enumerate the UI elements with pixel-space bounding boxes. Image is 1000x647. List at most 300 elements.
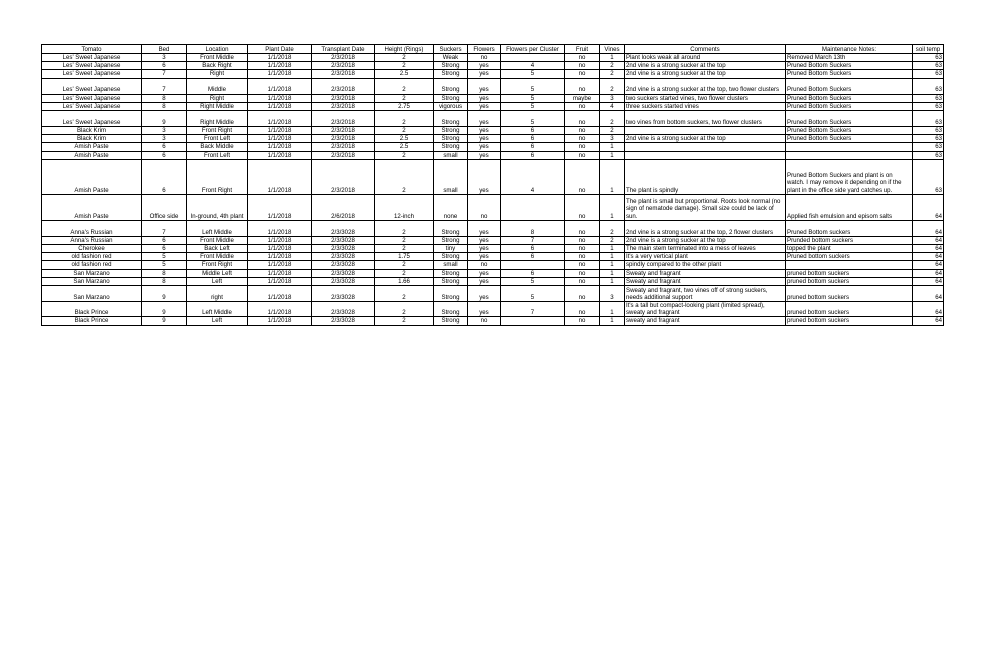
cell-flowers: yes [468,253,501,261]
cell-comments: three suckers started vines [625,102,786,110]
cell-tomato: Black Krim [42,135,142,143]
cell-transplant-date: 2/3/2018 [312,102,375,110]
table-row [42,245,944,253]
cell-vines: 2 [600,220,625,236]
cell-tomato: Amish Paste [42,194,142,220]
cell-tomato: Anna's Russian [42,220,142,236]
cell-soil-temp: 63 [913,151,944,159]
cell-tomato: Black Prince [42,317,142,325]
cell-height: 2 [375,317,434,325]
cell-location: Left [187,277,248,285]
cell-maintenance-notes: Pruned Bottom Suckers [786,127,913,135]
cell-location: Left Middle [187,220,248,236]
cell-soil-temp: 64 [913,220,944,236]
cell-fruit: no [565,302,600,317]
cell-flowers-per-cluster [501,194,565,220]
cell-flowers: yes [468,220,501,236]
cell-fruit: no [565,277,600,285]
cell-comments: 2nd vine is a strong sucker at the top, two flower clusters [625,78,786,94]
column-header-maintenance-notes: Maintenance Notes: [786,45,913,54]
cell-bed: 8 [142,277,187,285]
cell-height: 2 [375,245,434,253]
cell-flowers-per-cluster: 5 [501,94,565,102]
cell-vines: 2 [600,236,625,244]
cell-maintenance-notes: Pruned bottom suckers [786,253,913,261]
cell-vines: 1 [600,302,625,317]
cell-tomato: Cherokee [42,245,142,253]
cell-transplant-date: 2/3/3028 [312,236,375,244]
cell-height: 2.5 [375,143,434,151]
cell-location: Right Middle [187,102,248,110]
cell-flowers: yes [468,143,501,151]
cell-soil-temp: 64 [913,317,944,325]
cell-vines: 1 [600,245,625,253]
table-row [42,194,944,220]
cell-fruit: no [565,194,600,220]
cell-suckers: Strong [434,286,468,302]
cell-soil-temp: 63 [913,111,944,127]
cell-vines: 1 [600,143,625,151]
cell-bed: 9 [142,111,187,127]
cell-flowers-per-cluster: 5 [501,277,565,285]
cell-comments: Sweaty and fragrant [625,269,786,277]
cell-suckers: Strong [434,269,468,277]
cell-vines: 1 [600,317,625,325]
cell-location: Front Left [187,135,248,143]
column-header-transplant-date: Transplant Date [312,45,375,54]
cell-comments: It's a tall but compact-looking plant (limited spread), sweaty and fragrant [625,302,786,317]
cell-fruit: no [565,102,600,110]
cell-plant-date: 1/1/2018 [248,159,312,194]
cell-comments: The plant is small but proportional. Roots look normal (no sign of nematode damage). Small size could be lack of sun. [625,194,786,220]
cell-vines: 2 [600,78,625,94]
cell-bed: 8 [142,94,187,102]
cell-flowers: yes [468,277,501,285]
column-header-tomato: Tomato [42,45,142,54]
cell-fruit: no [565,317,600,325]
cell-bed: 7 [142,70,187,78]
cell-tomato: Les' Sweet Japanese [42,62,142,70]
cell-soil-temp: 63 [913,94,944,102]
cell-suckers: small [434,261,468,269]
cell-soil-temp: 63 [913,102,944,110]
column-header-flowers: Flowers [468,45,501,54]
cell-comments [625,151,786,159]
cell-fruit: no [565,245,600,253]
table-row [42,102,944,110]
table-row [42,127,944,135]
cell-comments: It's a very vertical plant [625,253,786,261]
cell-bed: 6 [142,236,187,244]
cell-height: 12-inch [375,194,434,220]
cell-comments: 2nd vine is a strong sucker at the top [625,236,786,244]
cell-tomato: San Marzano [42,269,142,277]
cell-tomato: Amish Paste [42,159,142,194]
cell-maintenance-notes: Pruned Bottom Suckers [786,70,913,78]
table-row [42,277,944,285]
cell-plant-date: 1/1/2018 [248,70,312,78]
cell-location: Left [187,317,248,325]
cell-transplant-date: 2/3/3028 [312,302,375,317]
cell-height: 1.66 [375,277,434,285]
cell-flowers: yes [468,78,501,94]
cell-flowers-per-cluster: 6 [501,151,565,159]
cell-flowers: yes [468,102,501,110]
cell-vines: 1 [600,151,625,159]
table-row [42,94,944,102]
cell-maintenance-notes: Applied fish emulsion and episom salts [786,194,913,220]
table-row [42,159,944,194]
cell-bed: 3 [142,127,187,135]
cell-flowers-per-cluster: 4 [501,159,565,194]
cell-bed: 3 [142,54,187,62]
cell-plant-date: 1/1/2018 [248,78,312,94]
cell-flowers-per-cluster: 5 [501,111,565,127]
cell-flowers-per-cluster [501,54,565,62]
cell-soil-temp: 63 [913,62,944,70]
cell-location: Back Left [187,245,248,253]
cell-comments: two suckers started vines, two flower clusters [625,94,786,102]
cell-transplant-date: 2/3/2018 [312,78,375,94]
cell-plant-date: 1/1/2018 [248,143,312,151]
cell-transplant-date: 2/3/2018 [312,127,375,135]
cell-bed: 3 [142,135,187,143]
cell-plant-date: 1/1/2018 [248,286,312,302]
cell-comments: Plant looks weak all around [625,54,786,62]
cell-maintenance-notes: Pruned Bottom Suckers [786,135,913,143]
table-row [42,236,944,244]
cell-flowers: yes [468,269,501,277]
cell-suckers: tiny [434,245,468,253]
cell-height: 1.75 [375,253,434,261]
cell-plant-date: 1/1/2018 [248,94,312,102]
tomato-log-table [41,44,944,326]
cell-flowers: yes [468,135,501,143]
cell-suckers: Strong [434,143,468,151]
cell-location: Middle Left [187,269,248,277]
cell-tomato: old fashion red [42,261,142,269]
table-row [42,269,944,277]
cell-height: 2 [375,127,434,135]
cell-location: Front Right [187,159,248,194]
cell-fruit: no [565,286,600,302]
cell-fruit: no [565,253,600,261]
cell-soil-temp: 63 [913,143,944,151]
cell-bed: 9 [142,286,187,302]
cell-tomato: Black Prince [42,302,142,317]
table-row [42,317,944,325]
cell-flowers: yes [468,62,501,70]
cell-transplant-date: 2/3/2018 [312,62,375,70]
cell-location: Front Right [187,261,248,269]
cell-vines: 2 [600,62,625,70]
cell-maintenance-notes: pruned bottom suckers [786,286,913,302]
cell-flowers: yes [468,70,501,78]
cell-flowers: yes [468,245,501,253]
cell-soil-temp: 64 [913,302,944,317]
cell-soil-temp: 64 [913,261,944,269]
cell-height: 2 [375,302,434,317]
cell-comments: 2nd vine is a strong sucker at the top, 2 flower clusters [625,220,786,236]
cell-suckers: small [434,159,468,194]
cell-fruit: no [565,261,600,269]
column-header-comments: Comments [625,45,786,54]
cell-height: 2 [375,54,434,62]
cell-maintenance-notes: pruned bottom suckers [786,302,913,317]
cell-suckers: Strong [434,94,468,102]
cell-maintenance-notes: Pruned Bottom Suckers [786,111,913,127]
cell-comments: two vines from bottom suckers, two flower clusters [625,111,786,127]
cell-comments: The plant is spindly [625,159,786,194]
cell-flowers-per-cluster: 6 [501,143,565,151]
cell-flowers-per-cluster: 4 [501,62,565,70]
cell-vines: 1 [600,194,625,220]
cell-location: Front Middle [187,236,248,244]
cell-soil-temp: 63 [913,127,944,135]
cell-vines: 3 [600,94,625,102]
cell-maintenance-notes: topped the plant [786,245,913,253]
cell-soil-temp: 64 [913,194,944,220]
cell-fruit: no [565,151,600,159]
cell-vines: 1 [600,54,625,62]
cell-location: Right [187,94,248,102]
cell-location: Front Right [187,127,248,135]
cell-vines: 1 [600,277,625,285]
cell-soil-temp: 64 [913,253,944,261]
cell-plant-date: 1/1/2018 [248,127,312,135]
cell-transplant-date: 2/3/3028 [312,245,375,253]
cell-vines: 1 [600,261,625,269]
cell-location: Front Middle [187,253,248,261]
cell-fruit: no [565,127,600,135]
cell-maintenance-notes: pruned bottom suckers [786,277,913,285]
cell-location: Back Middle [187,143,248,151]
cell-maintenance-notes: Pruned Bottom Suckers [786,94,913,102]
cell-soil-temp: 64 [913,286,944,302]
cell-flowers-per-cluster: 6 [501,127,565,135]
cell-suckers: Strong [434,317,468,325]
cell-transplant-date: 2/3/3028 [312,269,375,277]
cell-flowers: yes [468,151,501,159]
cell-suckers: Strong [434,78,468,94]
cell-transplant-date: 2/3/3028 [312,286,375,302]
cell-height: 2 [375,220,434,236]
cell-fruit: no [565,220,600,236]
cell-flowers-per-cluster: 5 [501,286,565,302]
cell-plant-date: 1/1/2018 [248,253,312,261]
cell-transplant-date: 2/3/3028 [312,253,375,261]
cell-location: Right Middle [187,111,248,127]
cell-height: 2 [375,151,434,159]
cell-tomato: Les' Sweet Japanese [42,70,142,78]
cell-vines: 1 [600,269,625,277]
table-row [42,151,944,159]
cell-flowers-per-cluster: 6 [501,253,565,261]
cell-maintenance-notes: Pruned Bottom Suckers and plant is on watch. I may remove it depending on if the plant in the office side yard catches up. [786,159,913,194]
cell-flowers: yes [468,286,501,302]
cell-height: 2 [375,62,434,70]
cell-flowers: yes [468,127,501,135]
cell-suckers: Strong [434,62,468,70]
cell-suckers: Strong [434,70,468,78]
cell-fruit: no [565,70,600,78]
cell-location: Back Right [187,62,248,70]
cell-height: 2.75 [375,102,434,110]
cell-suckers: Strong [434,236,468,244]
cell-flowers-per-cluster: 6 [501,245,565,253]
cell-fruit: no [565,236,600,244]
cell-plant-date: 1/1/2018 [248,236,312,244]
cell-flowers-per-cluster: 7 [501,236,565,244]
column-header-flowers-per-cluster: Flowers per Cluster [501,45,565,54]
cell-maintenance-notes: Prunded bottom suckers [786,236,913,244]
cell-tomato: Amish Paste [42,143,142,151]
cell-comments: Sweaty and fragrant, two vines off of strong suckers, needs additional support [625,286,786,302]
cell-vines: 2 [600,111,625,127]
cell-flowers: yes [468,302,501,317]
cell-flowers: yes [468,94,501,102]
table-row [42,70,944,78]
column-header-soil-temp: soil temp [913,45,944,54]
cell-suckers: none [434,194,468,220]
cell-transplant-date: 2/3/2018 [312,111,375,127]
cell-tomato: Les' Sweet Japanese [42,94,142,102]
cell-maintenance-notes [786,143,913,151]
cell-maintenance-notes: Pruned Bottom Suckers [786,78,913,94]
cell-bed: 6 [142,62,187,70]
cell-transplant-date: 2/3/2018 [312,54,375,62]
column-header-height: Height (Rings) [375,45,434,54]
cell-flowers-per-cluster: 7 [501,302,565,317]
cell-tomato: Anna's Russian [42,236,142,244]
column-header-suckers: Suckers [434,45,468,54]
cell-maintenance-notes [786,261,913,269]
cell-soil-temp: 64 [913,245,944,253]
cell-maintenance-notes: Pruned Bottom suckers [786,220,913,236]
cell-soil-temp: 63 [913,78,944,94]
table-row [42,286,944,302]
cell-bed: 9 [142,302,187,317]
cell-transplant-date: 2/3/3028 [312,277,375,285]
cell-height: 2.5 [375,70,434,78]
cell-comments: sweaty and fragrant [625,317,786,325]
cell-vines: 3 [600,286,625,302]
cell-plant-date: 1/1/2018 [248,135,312,143]
column-header-bed: Bed [142,45,187,54]
column-header-location: Location [187,45,248,54]
cell-soil-temp: 63 [913,135,944,143]
cell-transplant-date: 2/3/2018 [312,151,375,159]
table-row [42,220,944,236]
cell-height: 2 [375,94,434,102]
cell-bed: 9 [142,317,187,325]
cell-plant-date: 1/1/2018 [248,245,312,253]
cell-maintenance-notes [786,151,913,159]
cell-bed: 8 [142,269,187,277]
cell-comments [625,127,786,135]
cell-height: 2 [375,159,434,194]
cell-maintenance-notes: pruned bottom suckers [786,317,913,325]
cell-comments: 2nd vine is a strong sucker at the top [625,135,786,143]
cell-bed: 6 [142,143,187,151]
cell-bed: 5 [142,261,187,269]
cell-transplant-date: 2/3/2018 [312,159,375,194]
cell-transplant-date: 2/3/2018 [312,143,375,151]
cell-suckers: Weak [434,54,468,62]
cell-flowers: yes [468,111,501,127]
cell-plant-date: 1/1/2018 [248,102,312,110]
cell-transplant-date: 2/3/2018 [312,135,375,143]
cell-flowers-per-cluster [501,261,565,269]
cell-flowers: no [468,317,501,325]
cell-tomato: Black Krim [42,127,142,135]
cell-soil-temp: 63 [913,54,944,62]
cell-soil-temp: 63 [913,70,944,78]
cell-bed: 6 [142,245,187,253]
cell-vines: 3 [600,135,625,143]
cell-fruit: no [565,135,600,143]
cell-bed: 7 [142,220,187,236]
cell-location: Left Middle [187,302,248,317]
cell-plant-date: 1/1/2018 [248,269,312,277]
cell-comments: spindly compared to the other plant [625,261,786,269]
cell-location: Front Middle [187,54,248,62]
cell-height: 2 [375,78,434,94]
cell-suckers: Strong [434,220,468,236]
cell-plant-date: 1/1/2018 [248,62,312,70]
cell-comments: Sweaty and fragrant [625,277,786,285]
cell-suckers: vigorous [434,102,468,110]
cell-location: right [187,286,248,302]
cell-height: 2 [375,286,434,302]
cell-tomato: Les' Sweet Japanese [42,111,142,127]
cell-vines: 1 [600,159,625,194]
cell-vines: 1 [600,253,625,261]
cell-height: 2 [375,111,434,127]
cell-vines: 2 [600,70,625,78]
table-row [42,253,944,261]
cell-flowers: no [468,194,501,220]
header-row [42,45,944,54]
cell-tomato: Les' Sweet Japanese [42,54,142,62]
cell-suckers: Strong [434,253,468,261]
cell-suckers: small [434,151,468,159]
table-row [42,143,944,151]
cell-plant-date: 1/1/2018 [248,54,312,62]
cell-suckers: Strong [434,277,468,285]
cell-flowers-per-cluster: 5 [501,102,565,110]
cell-bed: 6 [142,151,187,159]
table-row [42,78,944,94]
cell-soil-temp: 64 [913,269,944,277]
cell-tomato: old fashion red [42,253,142,261]
cell-soil-temp: 64 [913,277,944,285]
cell-plant-date: 1/1/2018 [248,194,312,220]
cell-maintenance-notes: pruned bottom suckers [786,269,913,277]
cell-location: Front Left [187,151,248,159]
cell-plant-date: 1/1/2018 [248,111,312,127]
cell-flowers-per-cluster: 6 [501,269,565,277]
cell-vines: 4 [600,102,625,110]
table-row [42,302,944,317]
cell-flowers: no [468,54,501,62]
cell-comments [625,143,786,151]
cell-transplant-date: 2/3/3028 [312,317,375,325]
cell-flowers-per-cluster: 5 [501,78,565,94]
cell-vines: 2 [600,127,625,135]
cell-transplant-date: 2/3/2018 [312,94,375,102]
cell-maintenance-notes: Removed March 13th [786,54,913,62]
